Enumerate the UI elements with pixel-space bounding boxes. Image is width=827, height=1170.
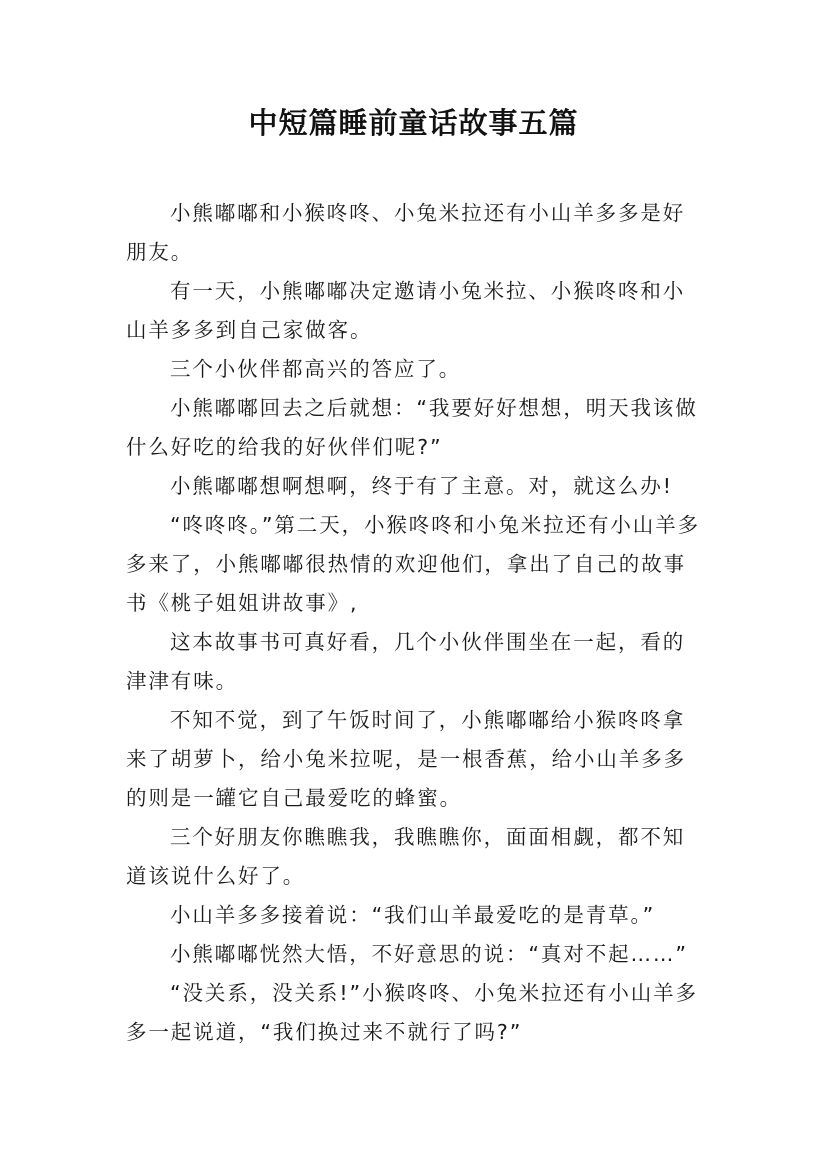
paragraph: 小熊嘟嘟想啊想啊，终于有了主意。对，就这么办!	[170, 474, 673, 498]
document-body	[126, 194, 704, 1052]
paragraph: 三个小伙伴都高兴的答应了。	[170, 357, 462, 381]
paragraph: 小熊嘟嘟和小猴咚咚、小兔米拉还有小山羊多多是好朋友。	[126, 201, 686, 264]
paragraph: 小山羊多多接着说：“我们山羊最爱吃的是青草。”	[170, 903, 656, 927]
paragraph: 小熊嘟嘟恍然大悟，不好意思的说：“真对不起……”	[170, 942, 688, 966]
paragraph: “咚咚咚。”第二天，小猴咚咚和小兔米拉还有小山羊多多来了，小熊嘟嘟很热情的欢迎他们，拿出了自己的故事书《桃子姐姐讲故事》,	[126, 513, 700, 615]
paragraph: 这本故事书可真好看，几个小伙伴围坐在一起，看的津津有味。	[126, 630, 686, 693]
paragraph: 小熊嘟嘟回去之后就想：“我要好好想想，明天我该做什么好吃的给我的好伙伴们呢?”	[126, 396, 698, 459]
paragraph: 三个好朋友你瞧瞧我，我瞧瞧你，面面相觑，都不知道该说什么好了。	[126, 825, 686, 888]
paragraph: 不知不觉，到了午饭时间了，小熊嘟嘟给小猴咚咚拿来了胡萝卜，给小兔米拉呢，是一根香蕉，给小山羊多多的则是一罐它自己最爱吃的蜂蜜。	[126, 708, 686, 810]
paragraph: “没关系，没关系!”小猴咚咚、小兔米拉还有小山羊多多一起说道，“我们换过来不就行了吗?”	[126, 981, 698, 1044]
paragraph: 有一天，小熊嘟嘟决定邀请小兔米拉、小猴咚咚和小山羊多多到自己家做客。	[126, 279, 686, 342]
document-title: 中短篇睡前童话故事五篇	[248, 106, 579, 140]
